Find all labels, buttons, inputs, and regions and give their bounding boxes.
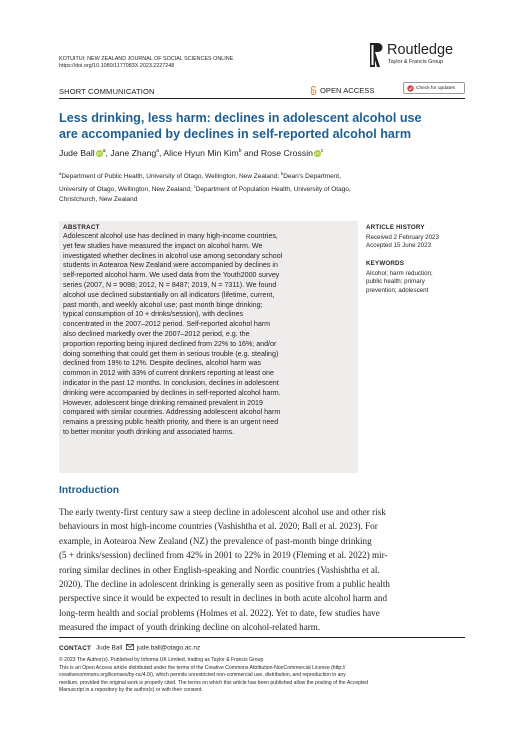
article-title [59, 110, 469, 142]
abstract-line: series (2007, N = 9098; 2012, N = 8487; 2019, N = 7311). We found [63, 280, 277, 289]
intro-line: measured the impact of youth drinking decline on alcohol-related harm. [59, 622, 321, 633]
intro-line: 2020). The decline in adolescent drinking is generally seen as positive from a public health [59, 579, 390, 590]
article-type: SHORT COMMUNICATION [59, 87, 155, 96]
abstract-line: common in 2012 with 33% of current drinkers reporting at least one [63, 369, 274, 378]
abstract-body [63, 232, 353, 438]
check-updates-label: Check for updates [416, 85, 455, 91]
affil-sup: b [280, 171, 284, 176]
affil-sup: c [193, 183, 196, 189]
intro-line: perspective since it would be expected to result in declines in both acute alcohol harm and [59, 593, 388, 604]
abstract-line: past month, and weekly alcohol use; past month binge drinking; [63, 300, 263, 309]
intro-line: example, in Aotearoa New Zealand (NZ) the prevalence of past-month binge drinking [59, 535, 372, 546]
introduction-body [59, 505, 469, 635]
check-updates-button[interactable] [403, 82, 465, 94]
author-affil-sup: b [238, 148, 242, 155]
abstract-line: to better monitor youth drinking and associated harms. [63, 427, 235, 436]
abstract-line: doing something that could get them in serious trouble (e.g. stealing) [63, 349, 279, 358]
abstract-line: compared with similar countries. Addressing adolescent alcohol harm [63, 408, 281, 417]
open-access-label: OPEN ACCESS [320, 86, 375, 95]
article-history [366, 224, 476, 251]
abstract-line: typical consumption of 10 + drinks/session), with declines [63, 310, 243, 319]
keywords-heading: KEYWORDS [366, 260, 405, 267]
abstract-line: drinking were accompanied by declines in self-reported alcohol harm. [63, 388, 281, 397]
abstract-line: remains a pressing public health priority, and there is an urgent need [63, 418, 279, 427]
affiliation-line [59, 182, 469, 195]
keywords [366, 260, 476, 295]
copyright-line: creativecommons.org/licenses/by-nc/4.0/), which permits unrestricted non-commercial use, distribution, and reproduction in any [59, 672, 346, 678]
publisher-name: Routledge [387, 42, 454, 58]
abstract-line: indicator in the past 12 months. In conclusion, declines in adolescent [63, 378, 279, 387]
introduction-heading: Introduction [59, 485, 120, 496]
affiliations [59, 169, 469, 204]
author-affil-sup: a [156, 148, 160, 155]
abstract-line: students in Aotearoa New Zealand were accompanied by declines in [63, 261, 278, 270]
envelope-icon [126, 644, 134, 650]
publisher-subtitle: Taylor & Francis Group [388, 59, 444, 65]
keyword-line: prevention; adolescent [366, 286, 429, 294]
affil-text: Department of Public Health, University of Otago, Wellington, New Zealand; [61, 173, 281, 181]
accepted-date: Accepted 15 June 2023 [366, 242, 432, 250]
intro-line: The early twenty-first century saw a steep decline in adolescent alcohol use and other risk [59, 507, 386, 517]
open-access-badge [310, 86, 374, 95]
copyright-line: Manuscript in a repository by the author(s) or with their consent. [59, 687, 203, 693]
article-history-heading: ARTICLE HISTORY [366, 224, 425, 231]
open-lock-icon [310, 86, 317, 95]
journal-header [59, 56, 359, 71]
keyword-line: public health; primary [366, 278, 425, 286]
abstract-line: also declined markedly over the 2007–2012 period, e.g. the [63, 329, 250, 338]
abstract-line: Adolescent alcohol use has declined in many high-income countries, [63, 232, 278, 240]
abstract-line: concentrated in the 2007–2012 period. Self-reported alcohol harm [63, 320, 271, 329]
affil-text: University of Otago, Wellington, New Zealand; [59, 185, 194, 193]
affil-sup: a [59, 171, 62, 176]
abstract-line: proportion reporting being injured declined from 22% to 16%; and/or [63, 339, 277, 348]
author-affil-sup: a [102, 148, 106, 155]
author-separator: , [159, 148, 164, 158]
intro-line: (5 + drinks/session) declined from 42% in 2001 to 22% in 2019 (Fleming et al. 2022) mir- [59, 550, 388, 561]
routledge-logo-icon [369, 42, 383, 68]
footer-divider [59, 637, 465, 638]
abstract-line: investigated whether declines in alcohol use among secondary school [63, 251, 283, 260]
copyright-line: This is an Open Access article distributed under the terms of the Creative Commons Attribution-NonCommercial License (http:// [59, 664, 346, 671]
copyright-line: © 2023 The Author(s). Published by Informa UK Limited, trading as Taylor & Francis Group [59, 657, 264, 663]
author-name[interactable]: Jane Zhang [110, 148, 157, 158]
orcid-icon[interactable]: iD [97, 151, 102, 156]
contact-label: CONTACT [59, 644, 92, 652]
author-name[interactable]: Alice Hyun Min Kim [163, 148, 239, 158]
abstract-line: self-reported alcohol harm. We used data from the Youth2000 survey [63, 271, 280, 280]
contact-email[interactable]: jude.ball@otago.ac.nz [136, 644, 201, 652]
author-separator: and [241, 148, 261, 158]
contact-line [59, 644, 200, 652]
title-line: Less drinking, less harm: declines in adolescent alcohol use [59, 111, 422, 125]
publisher-logo [369, 40, 479, 70]
crossmark-icon [407, 85, 414, 92]
author-separator: , [105, 148, 111, 158]
copyright-notice [59, 657, 471, 695]
affil-text: Department of Population Health, University of Otago, [195, 185, 351, 193]
abstract-line: declined from 19% to 12%. Despite declines, alcohol harm was [63, 359, 261, 368]
title-line: are accompanied by declines in self-reported alcohol harm [59, 127, 412, 141]
header-divider [59, 98, 465, 99]
contact-name: Jude Ball [95, 644, 123, 652]
orcid-icon[interactable]: iD [315, 151, 320, 156]
abstract-line: However, adolescent binge drinking remained prevalent in 2019 [63, 398, 263, 407]
author-name[interactable]: Jude Ball [59, 148, 95, 158]
journal-doi[interactable]: https://doi.org/10.1080/1177083X.2023.2227248 [59, 63, 175, 70]
author-name[interactable]: Rose Crossin [260, 148, 313, 158]
author-list [59, 148, 323, 158]
journal-name: KOTUITUI: NEW ZEALAND JOURNAL OF SOCIAL SCIENCES ONLINE [59, 56, 234, 62]
affiliation-line [59, 169, 469, 182]
abstract-heading: ABSTRACT [63, 224, 100, 231]
affil-text: Dean’s Department, [283, 173, 341, 181]
author-affil-sup: c [320, 148, 324, 155]
abstract-line: alcohol use declined substantially on all indicators (lifetime, current, [63, 290, 275, 299]
affiliation-line: Christchurch, New Zealand [59, 195, 138, 203]
abstract-line: yet few studies have measured the impact on alcohol harm. We [63, 241, 263, 250]
intro-line: long-term health and social problems (Holmes et al. 2022). Yet to date, few studies have [59, 607, 380, 618]
intro-line: roring similar declines in other English-speaking and Nordic countries (Vashishtha et al. [59, 564, 380, 575]
intro-line: behaviours in most high-income countries (Vashishtha et al. 2020; Ball et al. 2023). For [59, 521, 378, 532]
received-date: Received 2 February 2023 [366, 233, 439, 241]
keyword-line: Alcohol; harm reduction; [366, 269, 433, 277]
copyright-line: medium, provided the original work is properly cited. The terms on which this article has been published allow the posting of the Accepted [59, 679, 369, 686]
